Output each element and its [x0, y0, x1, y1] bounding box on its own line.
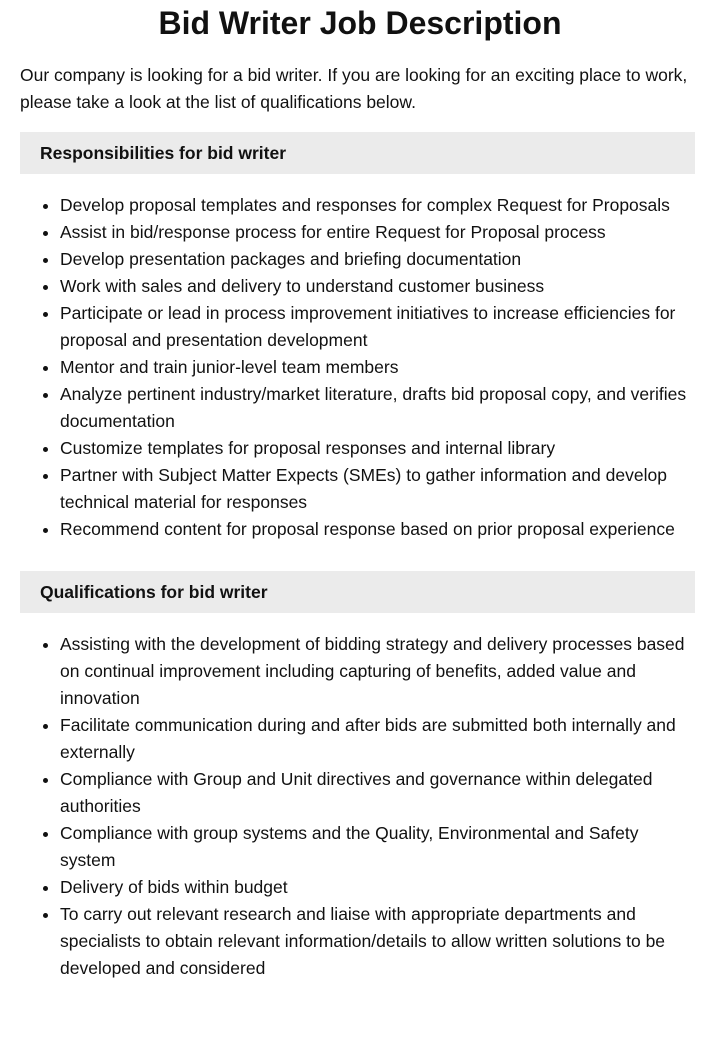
- list-item: • Work with sales and delivery to understand customer business: [60, 273, 695, 300]
- page-title: Bid Writer Job Description: [158, 5, 562, 41]
- list-item: • Delivery of bids within budget: [60, 874, 695, 901]
- list-item: • Develop proposal templates and responses for complex Request for Proposals: [60, 192, 695, 219]
- list-item: • Assisting with the development of bidding strategy and delivery processes based on continual improvement including capturing of benefits, added value and innovation: [60, 631, 695, 712]
- section-heading: Responsibilities for bid writer: [20, 132, 695, 174]
- list-item: • Facilitate communication during and after bids are submitted both internally and externally: [60, 712, 695, 766]
- list-item: • Mentor and train junior-level team members: [60, 354, 695, 381]
- intro-text: Our company is looking for a bid writer. If you are looking for an exciting place to work, please take a look at the list of qualifications below.: [20, 65, 688, 112]
- list-item: • Compliance with Group and Unit directives and governance within delegated authorities: [60, 766, 695, 820]
- section-list: [20, 631, 695, 982]
- list-item: • Participate or lead in process improvement initiatives to increase efficiencies for proposal and presentation development: [60, 300, 695, 354]
- list-item: • Compliance with group systems and the Quality, Environmental and Safety system: [60, 820, 695, 874]
- list-item: • Customize templates for proposal responses and internal library: [60, 435, 695, 462]
- list-item: • Analyze pertinent industry/market literature, drafts bid proposal copy, and verifies documentation: [60, 381, 695, 435]
- list-item: • Assist in bid/response process for entire Request for Proposal process: [60, 219, 695, 246]
- list-item: • Partner with Subject Matter Expects (SMEs) to gather information and develop technical material for responses: [60, 462, 695, 516]
- list-item: • To carry out relevant research and liaise with appropriate departments and specialists to obtain relevant information/details to allow written solutions to be developed and considered: [60, 901, 695, 982]
- section-heading: Qualifications for bid writer: [20, 571, 695, 613]
- section-list: [20, 192, 695, 543]
- list-item: • Develop presentation packages and briefing documentation: [60, 246, 695, 273]
- list-item: • Recommend content for proposal response based on prior proposal experience: [60, 516, 695, 543]
